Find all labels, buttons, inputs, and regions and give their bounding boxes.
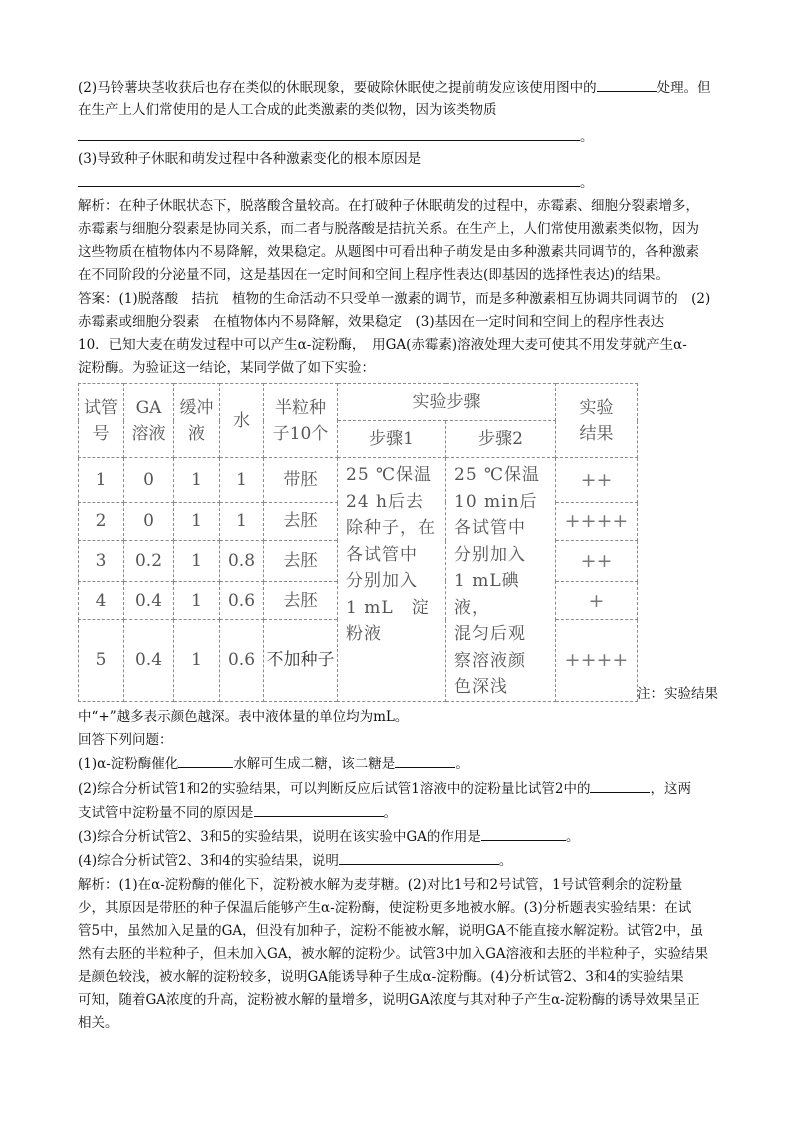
answer-blank[interactable] <box>597 77 657 92</box>
question-2b-line: (2)综合分析试管1和2的实验结果，可以判断反应后试管1溶液中的淀粉量比试管2中的 ，这两 <box>78 778 691 799</box>
answer-line: 。 <box>78 172 594 193</box>
question-2b-line2: 支试管中淀粉量不同的原因是 。 <box>78 802 397 823</box>
question-10-line: 10．已知大麦在萌发过程中可以产生α-淀粉酶， 用GA(赤霉素)溶液处理大麦可使其不用发芽就产生α- <box>78 337 687 353</box>
header-water: 水 <box>220 384 264 458</box>
cell-ga: 0 <box>124 502 174 541</box>
cell-seed: 不加种子 <box>264 620 338 701</box>
cell-buffer: 1 <box>174 458 220 503</box>
cell-seed: 去胚 <box>264 581 338 620</box>
analysis-line: 相关。 <box>78 1015 119 1031</box>
header-step2: 步骤2 <box>446 421 556 458</box>
cell-ga: 0.4 <box>124 581 174 620</box>
cell-result: ++ <box>556 541 638 582</box>
note-label: 注：实验结果 <box>637 686 718 702</box>
answer-blank[interactable] <box>339 850 499 865</box>
answer-blank[interactable] <box>481 826 566 841</box>
answer-blank[interactable] <box>178 753 233 768</box>
cell-ga: 0.4 <box>124 620 174 701</box>
cell-step1: 25 ℃保温 24 h后去 除种子，在 各试管中 分别加入 1 mL 淀 粉液 <box>338 458 446 702</box>
answer-line: 。 <box>78 126 594 147</box>
cell-result: ++ <box>556 458 638 503</box>
question-2-line2: 在生产上人们常使用的是人工合成的此类激素的类似物，因为该类物质 <box>78 102 497 118</box>
cell-seed: 去胚 <box>264 541 338 582</box>
analysis-line: 少，其原因是带胚的种子保温后能够产生α-淀粉酶，使淀粉更多地被水解。(3)分析题表实验结果：在试 <box>78 900 692 916</box>
analysis-line: 解析：(1)在α-淀粉酶的催化下，淀粉被水解为麦芽糖。(2)对比1号和2号试管，1号试管剩余的淀粉量 <box>78 877 683 893</box>
table-row <box>79 458 638 503</box>
cell-tube: 5 <box>79 620 124 701</box>
cell-buffer: 1 <box>174 581 220 620</box>
note-line: 中“+”越多表示颜色越深。表中液体量的单位均为mL。 <box>78 709 409 725</box>
analysis-line: 这些物质在植物体内不易降解，效果稳定。从题图中可看出种子萌发是由多种激素共同调节的，各种激素 <box>78 244 699 260</box>
cell-result: ++++ <box>556 620 638 701</box>
answer-blank[interactable] <box>590 778 650 793</box>
header-seed: 半粒种 子10个 <box>264 384 338 458</box>
header-step1: 步骤1 <box>338 421 446 458</box>
header-buffer: 缓冲 液 <box>174 384 220 458</box>
header-steps: 实验步骤 <box>338 384 556 421</box>
question-3-line: (3)导致种子休眠和萌发过程中各种激素变化的根本原因是 <box>78 151 422 167</box>
question-4b-line: (4)综合分析试管2、3和4的实验结果，说明 。 <box>78 850 512 871</box>
analysis-line: 可知，随着GA浓度的升高，淀粉被水解的量增多，说明GA浓度与其对种子产生α-淀粉酶的诱导效果呈正 <box>78 992 700 1008</box>
cell-buffer: 1 <box>174 620 220 701</box>
answer-blank[interactable] <box>254 802 384 817</box>
analysis-line: 赤霉素与细胞分裂素是协同关系，而二者与脱落酸是拮抗关系。在生产上，人们常使用激素类似物，因为 <box>78 221 699 237</box>
cell-buffer: 1 <box>174 502 220 541</box>
answer-blank[interactable] <box>78 126 580 141</box>
header-tube: 试管 号 <box>79 384 124 458</box>
question-3b-line: (3)综合分析试管2、3和5的实验结果，说明在该实验中GA的作用是 。 <box>78 826 579 847</box>
answer-blank[interactable] <box>78 172 580 187</box>
cell-result: ++++ <box>556 502 638 541</box>
header-ga: GA 溶液 <box>124 384 174 458</box>
header-result: 实验 结果 <box>556 384 638 458</box>
analysis-line: 然有去胚的半粒种子，但未加入GA，被水解的淀粉少。试管3中加入GA溶液和去胚的半粒种子，实验结果 <box>78 946 709 962</box>
cell-ga: 0 <box>124 458 174 503</box>
cell-tube: 4 <box>79 581 124 620</box>
answer-key-line: 答案：(1)脱落酸 拮抗 植物的生命活动不只受单一激素的调节，而是多种激素相互协调共同调节的 (2) <box>78 291 711 307</box>
cell-water: 0.6 <box>220 620 264 701</box>
answer-key-line: 赤霉素或细胞分裂素 在植物体内不易降解，效果稳定 (3)基因在一定时间和空间上的程序性表达 <box>78 314 665 330</box>
cell-ga: 0.2 <box>124 541 174 582</box>
question-2-line: (2)马铃薯块茎收获后也存在类似的休眠现象，要破除休眠使之提前萌发应该使用图中的 处理。但 <box>78 77 711 98</box>
answer-blank[interactable] <box>395 753 455 768</box>
cell-water: 1 <box>220 502 264 541</box>
question-10-line2: 淀粉酶。为验证这一结论，某同学做了如下实验： <box>78 360 375 376</box>
question-1-line: (1)α-淀粉酶催化 水解可生成二糖，该二糖是 。 <box>78 753 469 774</box>
cell-seed: 带胚 <box>264 458 338 503</box>
cell-water: 0.6 <box>220 581 264 620</box>
cell-water: 0.8 <box>220 541 264 582</box>
cell-tube: 2 <box>79 502 124 541</box>
cell-tube: 1 <box>79 458 124 503</box>
cell-buffer: 1 <box>174 541 220 582</box>
experiment-table <box>78 383 638 702</box>
cell-step2: 25 ℃保温 10 min后 各试管中 分别加入 1 mL碘液， 混匀后观 察溶液颜 色深浅 <box>446 458 556 702</box>
analysis-line: 解析：在种子休眠状态下，脱落酸含量较高。在打破种子休眠萌发的过程中，赤霉素、细胞分裂素增多， <box>78 198 699 214</box>
analysis-line: 管5中，虽然加入足量的GA，但没有加种子，淀粉不能被水解，说明GA不能直接水解淀粉。试管2中，虽 <box>78 923 704 939</box>
cell-result: + <box>556 581 638 620</box>
cell-water: 1 <box>220 458 264 503</box>
analysis-line: 是颜色较浅，被水解的淀粉较多，说明GA能诱导种子生成α-淀粉酶。(4)分析试管2、3和4的实验结果 <box>78 969 684 985</box>
cell-tube: 3 <box>79 541 124 582</box>
cell-seed: 去胚 <box>264 502 338 541</box>
prompt-line: 回答下列问题： <box>78 732 173 748</box>
analysis-line: 在不同阶段的分泌量不同，这是基因在一定时间和空间上程序性表达(即基因的选择性表达)的结果。 <box>78 267 670 283</box>
